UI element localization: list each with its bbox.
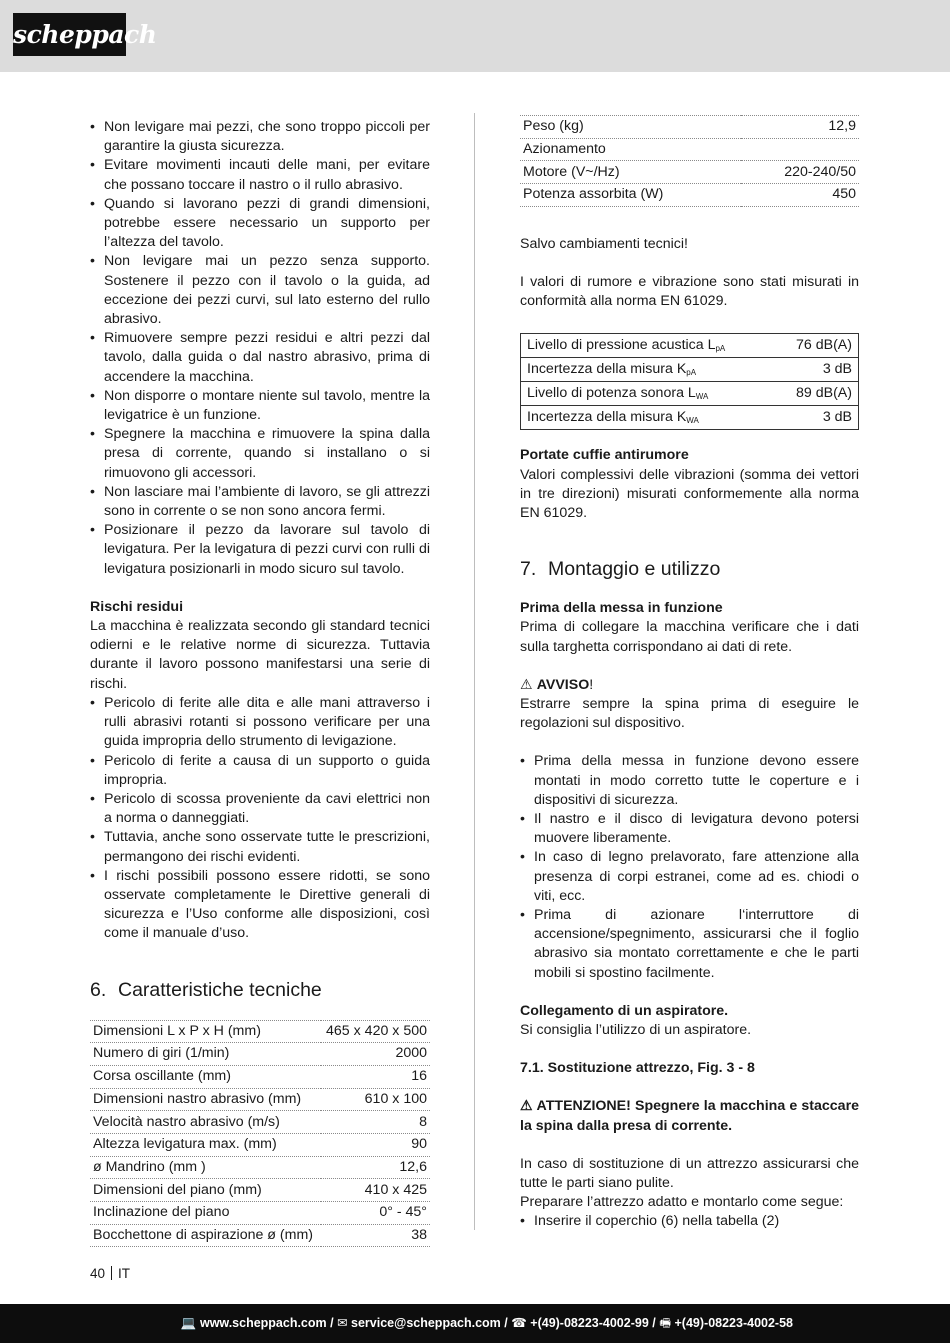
table-row: Peso (kg) 12,9 bbox=[520, 116, 859, 139]
list-item: • Tuttavia, anche sono osservate tutte le prescrizioni, permangono dei rischi evidenti. bbox=[90, 828, 430, 866]
mail-icon: ✉ bbox=[337, 1316, 348, 1330]
noise-intro-text: I valori di rumore e vibrazione sono stati misurati in conformità alla norma EN 61029. bbox=[520, 273, 859, 310]
table-row: Dimensioni nastro abrasivo (mm) 610 x 100 bbox=[90, 1088, 430, 1111]
table-row: Velocità nastro abrasivo (m/s) 8 bbox=[90, 1111, 430, 1134]
table-row: Motore (V~/Hz) 220-240/50 bbox=[520, 161, 859, 184]
phone-number: +(49)-08223-4002-99 bbox=[530, 1316, 649, 1330]
list-item: • Non lasciare mai l’ambiente di lavoro, se gli attrezzi sono in corrente o se non sono ancora fermi. bbox=[90, 483, 430, 521]
table-row: Dimensioni del piano (mm) 410 x 425 bbox=[90, 1179, 430, 1202]
list-item: • Posizionare il pezzo da lavorare sul tavolo di levigatura. Per la levigatura di pezzi curvi con rulli di levigatura posizionarli in modo sicuro sul tavolo. bbox=[90, 521, 430, 579]
page-number: 40 IT bbox=[90, 1266, 131, 1281]
list-item: • I rischi possibili possono essere ridotti, se sono osservate completamente le Direttive generali di sicurezza e l’Uso conforme alle disposizioni, così come il manuale d’uso. bbox=[90, 867, 430, 944]
table-row: Azionamento bbox=[520, 138, 859, 161]
list-item: • Non disporre o montare niente sul tavolo, mentre la levigatrice è un funzione. bbox=[90, 387, 430, 425]
table-row: Altezza levigatura max. (mm) 90 bbox=[90, 1133, 430, 1156]
list-item: • Pericolo di ferite a causa di un supporto o guida impropria. bbox=[90, 752, 430, 790]
computer-icon: 💻 bbox=[180, 1316, 197, 1330]
specs-table-continued bbox=[520, 115, 859, 207]
residual-risks-text: La macchina è realizzata secondo gli standard tecnici odierni e le relative norme di sicurezza. Tuttavia durante il lavoro possono manifestarsi una serie di rischi. bbox=[90, 618, 430, 692]
first-use-heading: Prima della messa in funzione bbox=[520, 600, 723, 617]
website-link[interactable]: www.scheppach.com bbox=[199, 1316, 327, 1330]
list-item: • Evitare movimenti incauti delle mani, per evitare che possano toccare il nastro o il rullo abrasivo. bbox=[90, 156, 430, 194]
table-row: Incertezza della misura $K_{WA}$ 3 dB bbox=[521, 406, 859, 430]
table-row: Dimensioni L x P x H (mm) 465 x 420 x 500 bbox=[90, 1020, 430, 1043]
section-7-title: 7. Montaggio e utilizzo bbox=[520, 558, 721, 581]
ear-protection-heading: Portate cuffie antirumore bbox=[520, 447, 689, 464]
prepare-text: Preparare l’attrezzo adatto e montarlo come segue: bbox=[520, 1194, 844, 1211]
page-footer: 💻 www.scheppach.com / ✉ service@scheppach.com / ☎ +(49)-08223-4002-99 / 🖷 +(49)-08223-4002-58 bbox=[0, 1304, 950, 1343]
extractor-text: Si consiglia l’utilizzo di un aspiratore. bbox=[520, 1022, 752, 1039]
technical-changes-note: Salvo cambiamenti tecnici! bbox=[520, 235, 688, 252]
phone-icon: ☎ bbox=[511, 1316, 527, 1330]
assembly-list bbox=[520, 1212, 859, 1231]
table-row: Inclinazione del piano 0° - 45° bbox=[90, 1202, 430, 1225]
column-divider bbox=[474, 113, 475, 1230]
table-row: Numero di giri (1/min) 2000 bbox=[90, 1043, 430, 1066]
list-item: • Prima di azionare l‘interruttore di accensione/spegnimento, assicurarsi che il foglio abrasivo sia montato correttamente e che le parti mobili si spostino facilmente. bbox=[520, 906, 859, 983]
fax-icon: 🖷 bbox=[659, 1316, 672, 1330]
subsection-7-1-title: 7.1. Sostituzione attrezzo, Fig. 3 - 8 bbox=[520, 1060, 755, 1077]
warning-text: Estrarre sempre la spina prima di eseguire le regolazioni sul dispositivo. bbox=[520, 695, 859, 732]
vibration-text: Valori complessivi delle vibrazioni (somma dei vettori in tre direzioni) misurati conformemente alla norma EN 61029. bbox=[520, 466, 859, 521]
attention-warning: ⚠ ATTENZIONE! Spegnere la macchina e staccare la spina dalla presa di corrente. bbox=[520, 1098, 859, 1134]
list-item: • Quando si lavorano pezzi di grandi dimensioni, potrebbe essere necessario un supporto per l’altezza del tavolo. bbox=[90, 195, 430, 253]
warning-line: ⚠ AVVISO! bbox=[520, 676, 594, 693]
list-item: • Pericolo di scossa proveniente da cavi elettrici non a norma o danneggiati. bbox=[90, 790, 430, 828]
list-item: • Il nastro e il disco di levigatura devono potersi muovere liberamente. bbox=[520, 810, 859, 848]
first-use-text: Prima di collegare la macchina verificare che i dati sulla targhetta corrispondano ai dati di rete. bbox=[520, 619, 859, 655]
replace-text: In caso di sostituzione di un attrezzo assicurarsi che tutte le parti siano pulite. bbox=[520, 1155, 859, 1192]
residual-risks-heading: Rischi residui bbox=[90, 598, 184, 615]
email-link[interactable]: service@scheppach.com bbox=[351, 1316, 501, 1330]
table-row: Bocchettone di aspirazione ø (mm) 38 bbox=[90, 1224, 430, 1247]
list-item: • Pericolo di ferite alle dita e alle mani attraverso i rulli abrasivi rotanti si possono verificare per una guida impropria dello strumento di levigazione. bbox=[90, 694, 430, 752]
section-6-title: 6. Caratteristiche tecniche bbox=[90, 978, 322, 1001]
list-item: • Non levigare mai un pezzo senza supporto. Sostenere il pezzo con il tavolo o la guida, ad eccezione dei pezzi curvi, sul lato esterno del rullo abrasivo. bbox=[90, 252, 430, 329]
table-row: Potenza assorbita (W) 450 bbox=[520, 184, 859, 207]
list-item: • In caso di legno prelavorato, fare attenzione alla presenza di corpi estranei, come ad es. chiodi o viti, ecc. bbox=[520, 848, 859, 906]
scheppach-logo: scheppach bbox=[13, 13, 126, 56]
table-row: Livello di potenza sonora $L_{WA}$ 89 dB(A) bbox=[521, 382, 859, 406]
table-row: Livello di pressione acustica $L_{pA}$ 76 dB(A) bbox=[521, 334, 859, 358]
extractor-heading: Collegamento di un aspiratore. bbox=[520, 1002, 729, 1019]
table-row: Incertezza della misura $K_{pA}$ 3 dB bbox=[521, 358, 859, 382]
noise-table bbox=[520, 333, 859, 430]
table-row: ø Mandrino (mm ) 12,6 bbox=[90, 1156, 430, 1179]
list-item: • Prima della messa in funzione devono essere montati in modo corretto tutte le coperture e i dispositivi di sicurezza. bbox=[520, 752, 859, 810]
safety-list bbox=[90, 118, 430, 579]
right-column bbox=[520, 118, 859, 1232]
table-row: Corsa oscillante (mm) 16 bbox=[90, 1065, 430, 1088]
warning-icon: ⚠ bbox=[520, 676, 533, 693]
list-item: • Non levigare mai pezzi, che sono troppo piccoli per garantire la giusta sicurezza. bbox=[90, 118, 430, 156]
list-item: • Inserire il coperchio (6) nella tabella (2) bbox=[520, 1212, 859, 1231]
list-item: • Rimuovere sempre pezzi residui e altri pezzi dal tavolo, dalla guida o dal nastro abrasivo, prima di accendere la macchina. bbox=[90, 329, 430, 387]
list-item: • Spegnere la macchina e rimuovere la spina dalla presa di corrente, quando si installano o si rimuovono gli accessori. bbox=[90, 425, 430, 483]
residual-risks-list bbox=[90, 694, 430, 944]
pre-use-list bbox=[520, 752, 859, 982]
left-column bbox=[90, 118, 430, 1247]
warning-icon: ⚠ bbox=[520, 1098, 533, 1115]
page-header bbox=[0, 0, 950, 72]
specs-table bbox=[90, 1020, 430, 1248]
fax-number: +(49)-08223-4002-58 bbox=[674, 1316, 793, 1330]
